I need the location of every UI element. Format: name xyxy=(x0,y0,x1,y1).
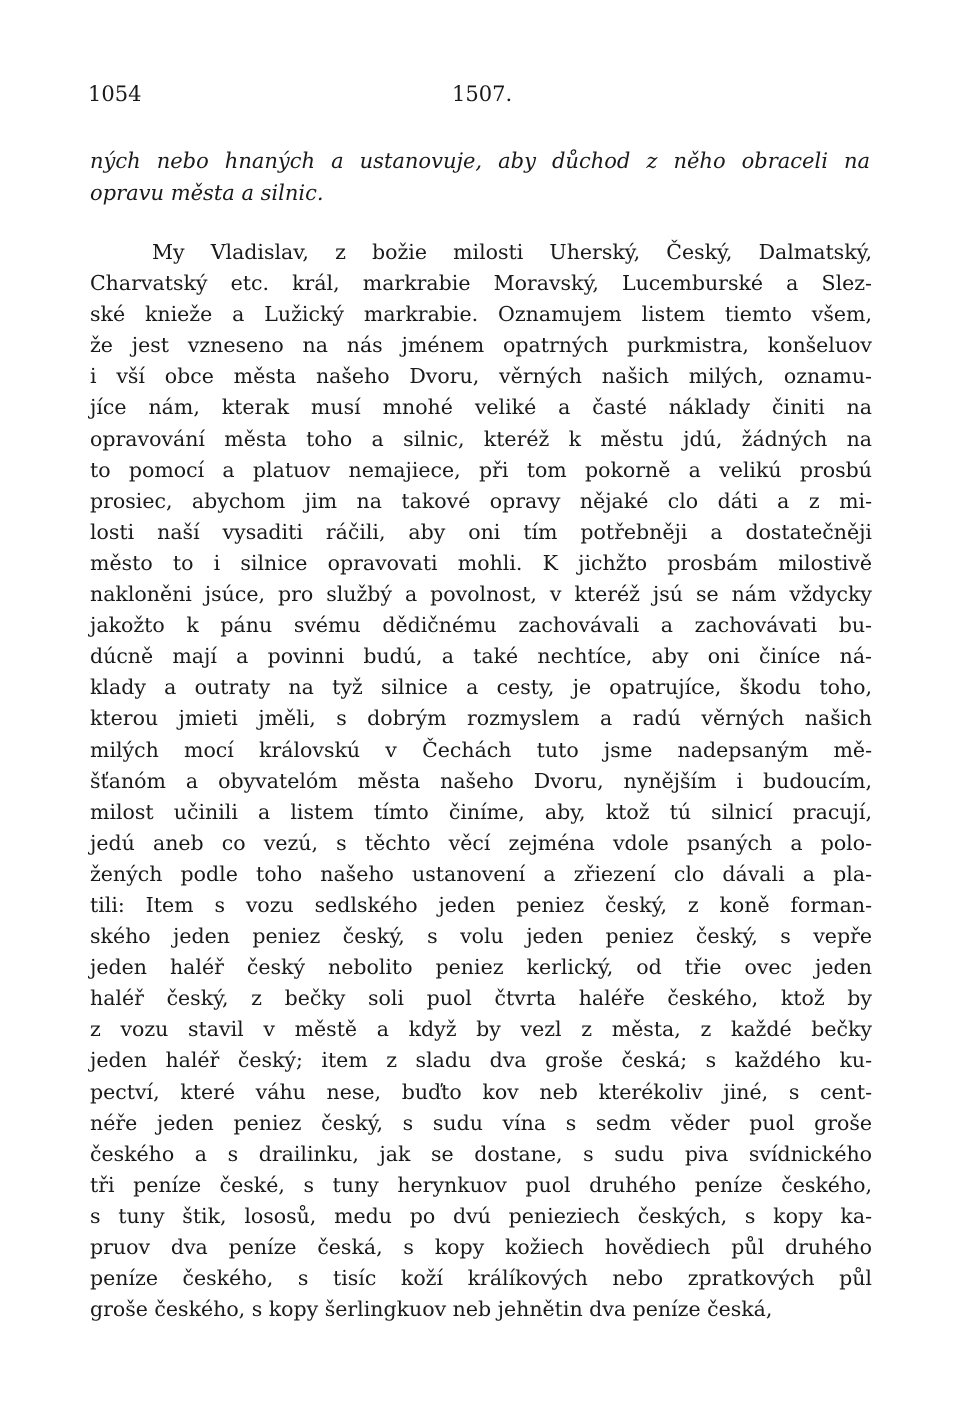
text-line: kterou jmieti jměli, s dobrým rozmyslem a radú věrných našich xyxy=(90,706,872,731)
running-head-year: 1507. xyxy=(452,82,513,106)
text-line: s tuny štik, lososů, medu po dvú penieziech českých, s kopy ka- xyxy=(90,1203,872,1228)
text-line: néře jeden peniez český, s sudu vína s sedm věder puol groše xyxy=(90,1110,872,1135)
text-line: pectví, které váhu nese, buďto kov neb kterékoliv jiné, s cent- xyxy=(90,1079,872,1104)
text-line: tili: Item s vozu sedlského jeden peniez český, z koně forman- xyxy=(90,892,872,917)
text-line: i vší obce města našeho Dvoru, věrných našich milých, oznamu- xyxy=(90,364,872,389)
text-line: že jest vzneseno na nás jménem opatrných purkmistra, konšeluov xyxy=(90,333,872,358)
text-line: haléř český, z bečky soli puol čtvrta haléře českého, ktož by xyxy=(90,986,872,1011)
text-line: žených podle toho našeho ustanovení a zřiezení clo dávali a pla- xyxy=(90,861,872,886)
text-line: groše českého, s kopy šerlingkuov neb jehnětin dva peníze česká, xyxy=(90,1297,773,1322)
page-number: 1054 xyxy=(88,82,142,106)
text-line: ných nebo hnaných a ustanovuje, aby důchod z něho obraceli na xyxy=(90,149,870,173)
text-line: My Vladislav, z božie milosti Uherský, Český, Dalmatský, xyxy=(152,240,872,264)
text-line: milost učinili a listem tímto činíme, aby, ktož tú silnicí pracují, xyxy=(90,799,872,824)
document-body xyxy=(90,237,872,1325)
text-line: losti naší vysaditi ráčili, aby oni tím potřebněji a dostatečněji xyxy=(90,519,872,544)
page-header xyxy=(88,82,872,112)
text-line: jakožto k pánu svému dědičnému zachovávali a zachovávati bu- xyxy=(90,613,872,638)
text-line: jeden haléř český nebolito peniez kerlický, od třie ovec jeden xyxy=(90,955,872,980)
text-line: jeden haléř český; item z sladu dva groše česká; s každého ku- xyxy=(90,1048,872,1073)
text-line: ského jeden peniez český, s volu jeden peniez český, s vepře xyxy=(90,924,872,949)
text-line: jíce nám, kterak musí mnohé veliké a časté náklady činiti na xyxy=(90,395,872,420)
text-line: ské knieže a Lužický markrabie. Oznamujem listem tiemto všem, xyxy=(90,302,872,327)
text-line: tři peníze české, s tuny herynkuov puol druhého peníze českého, xyxy=(90,1172,872,1197)
text-line: opravu města a silnic. xyxy=(90,181,324,205)
text-line: město to i silnice opravovati mohli. K jichžto prosbám milostivě xyxy=(90,550,872,575)
text-line: peníze českého, s tisíc koží králíkových nebo zpratkových půl xyxy=(90,1266,872,1291)
text-line: klady a outraty na tyž silnice a cesty, je opatrujíce, škodu toho, xyxy=(90,675,872,700)
text-line: pruov dva peníze česká, s kopy kožiech hovědiech půl druhého xyxy=(90,1235,872,1259)
text-line: z vozu stavil v městě a když by vezl z města, z každé bečky xyxy=(90,1017,872,1042)
text-line: nakloněni jsúce, pro službý a povolnost, v kteréž jsú se nám vždycky xyxy=(90,582,872,607)
text-line: dúcně mají a povinni budú, a také nechtíce, aby oni činíce ná- xyxy=(90,644,872,669)
text-line: jedú aneb co vezú, s těchto věcí zejména vdole psaných a polo- xyxy=(90,830,872,855)
document-summary xyxy=(90,145,870,209)
text-line: opravování města toho a silnic, kteréž k městu jdú, žádných na xyxy=(90,426,872,451)
text-line: to pomocí a platuov nemajiece, při tom pokorně a velikú prosbú xyxy=(90,457,872,482)
text-line: Charvatský etc. král, markrabie Moravský, Lucemburské a Slez- xyxy=(90,271,872,296)
text-line: českého a s drailinku, jak se dostane, s sudu piva svídnického xyxy=(90,1141,872,1166)
text-line: milých mocí královskú v Čechách tuto jsme nadepsaným mě- xyxy=(90,737,872,762)
text-line: prosiec, abychom jim na takové opravy nějaké clo dáti a z mi- xyxy=(90,488,872,513)
text-line: šťanóm a obyvatelóm města našeho Dvoru, nynějším i budoucím, xyxy=(90,768,872,793)
